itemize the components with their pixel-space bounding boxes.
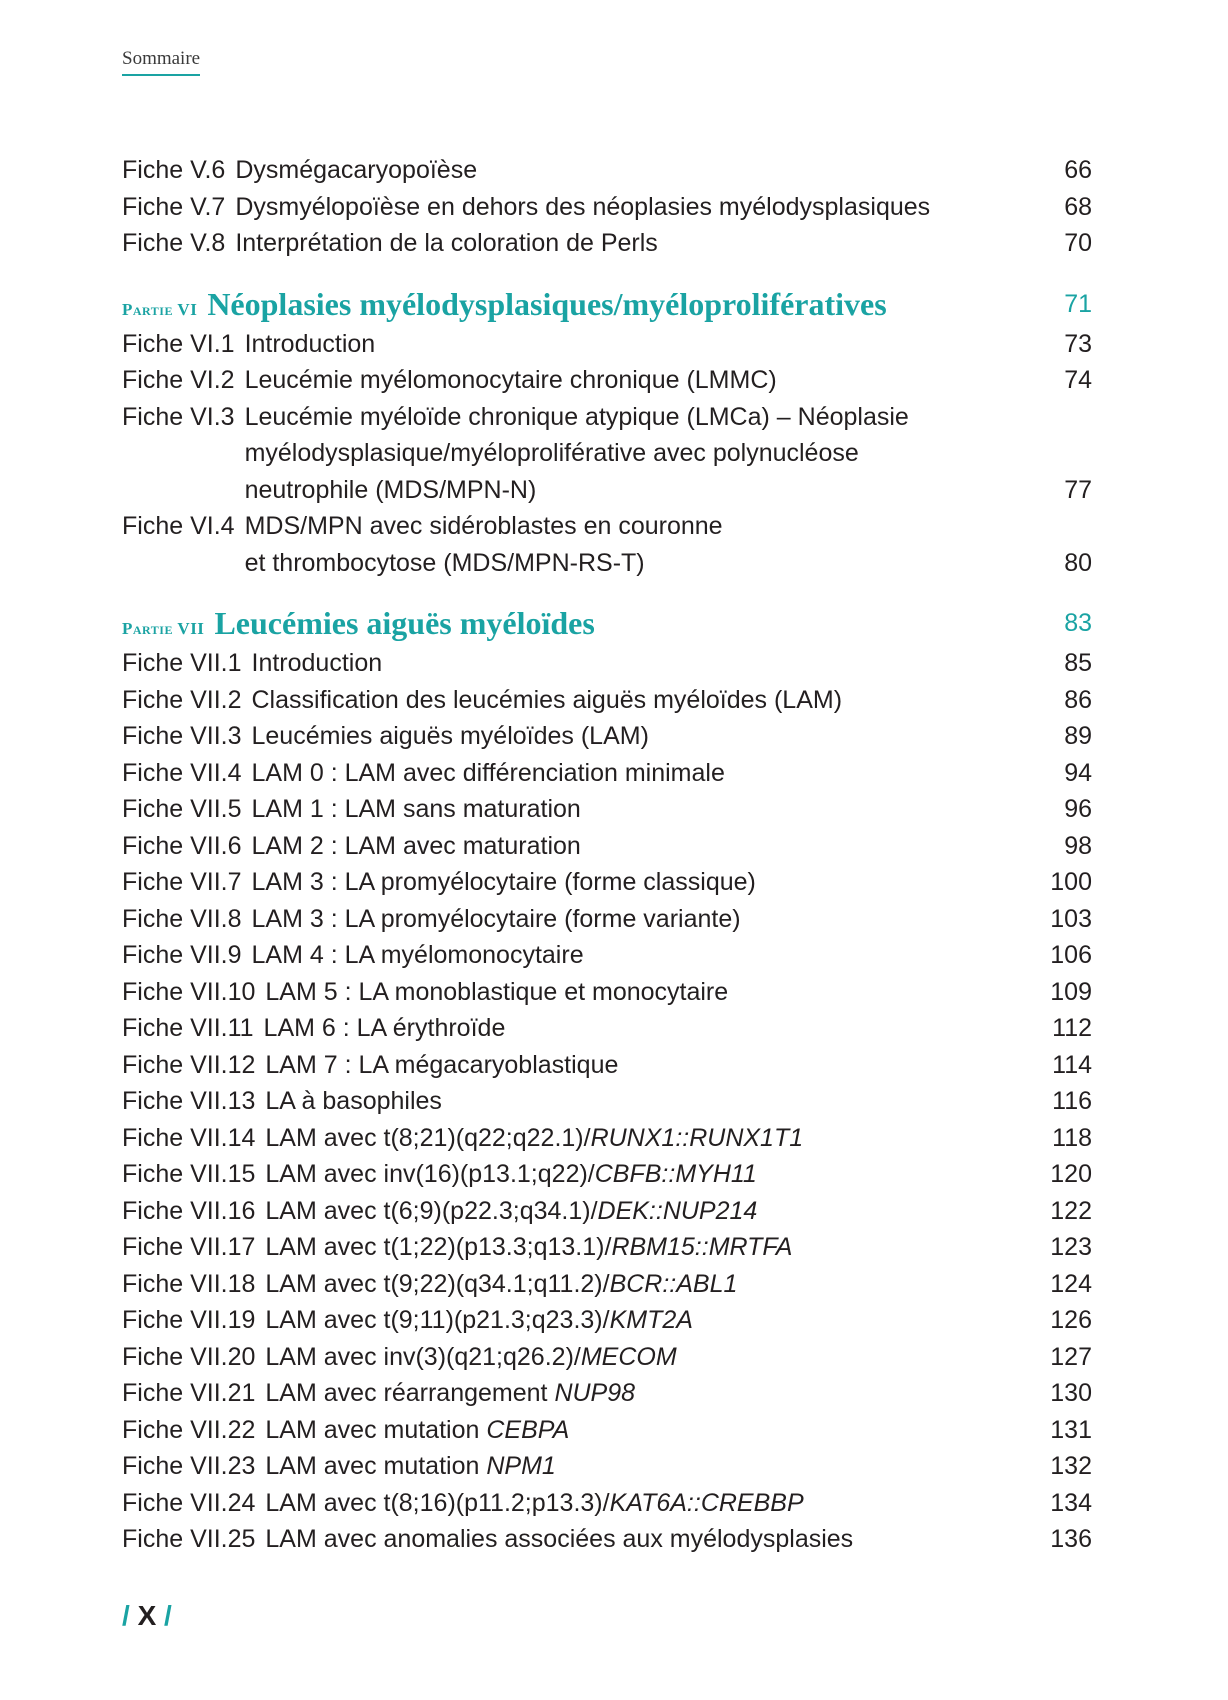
part-title: Néoplasies myélodysplasiques/myéloprolifératives xyxy=(207,285,887,322)
entry-title-text: LAM avec inv(16)(p13.1;q22)/ xyxy=(265,1160,595,1188)
entry-gene: NPM1 xyxy=(486,1452,556,1480)
entry-page: 85 xyxy=(1064,649,1092,677)
toc-entry[interactable] xyxy=(122,791,1092,828)
entry-label: Fiche VII.18 xyxy=(122,1269,256,1298)
entry-title: Dysmyélopoïèse en dehors des néoplasies myélodysplasiques xyxy=(235,192,931,221)
entry-label: Fiche VI.3 xyxy=(122,402,235,431)
entry-label: Fiche V.8 xyxy=(122,229,226,257)
entry-title xyxy=(265,1412,1092,1449)
entry-title-text: LAM avec t(8;21)(q22;q22.1)/ xyxy=(265,1123,591,1152)
part-title: Leucémies aiguës myéloïdes xyxy=(214,605,595,641)
entry-gene: RUNX1::RUNX1T1 xyxy=(590,1123,804,1152)
toc-entry[interactable] xyxy=(122,1120,1092,1157)
entry-label: Fiche VII.3 xyxy=(122,722,242,750)
entry-title xyxy=(252,755,1093,792)
entry-gene: NUP98 xyxy=(554,1379,636,1407)
entry-page: 100 xyxy=(1050,868,1092,896)
entry-gene: DEK::NUP214 xyxy=(597,1196,758,1225)
entry-title-line: Leucémie myéloïde chronique atypique (LMCa) – Néoplasie xyxy=(244,402,909,431)
entry-label: Fiche VII.14 xyxy=(122,1123,256,1152)
entry-label: Fiche VII.17 xyxy=(122,1233,256,1261)
entry-page: 70 xyxy=(1064,229,1092,257)
footer-slash: / xyxy=(122,1600,130,1631)
toc-entry[interactable] xyxy=(122,508,1092,581)
part-label: Partie VI xyxy=(122,299,198,319)
toc-entry[interactable] xyxy=(122,326,1092,363)
part-heading-vii[interactable] xyxy=(122,601,1092,645)
entry-title-text: LAM avec réarrangement xyxy=(265,1379,555,1407)
entry-page: 98 xyxy=(1064,831,1092,860)
toc-entry[interactable] xyxy=(122,1448,1092,1485)
toc-entry[interactable] xyxy=(122,901,1092,938)
entry-label: Fiche VII.16 xyxy=(122,1196,256,1225)
entry-title xyxy=(265,1193,1092,1230)
entry-title-text: LAM 2 : LAM avec maturation xyxy=(251,831,581,860)
entry-title xyxy=(252,682,1093,719)
entry-label: Fiche VII.5 xyxy=(122,795,242,823)
entry-title xyxy=(252,937,1093,974)
entry-label: Fiche VII.4 xyxy=(122,758,242,787)
entry-page: 131 xyxy=(1050,1415,1092,1444)
toc-entry[interactable] xyxy=(122,718,1092,755)
toc-entry[interactable] xyxy=(122,362,1092,399)
entry-label: Fiche VII.15 xyxy=(122,1160,256,1188)
entry-label: Fiche VII.21 xyxy=(122,1379,256,1407)
entry-gene: KMT2A xyxy=(609,1306,693,1334)
entry-title-text: LAM avec t(8;16)(p11.2;p13.3)/ xyxy=(265,1488,610,1517)
entry-title: Introduction xyxy=(244,329,376,358)
entry-title xyxy=(252,718,1093,755)
toc-entry[interactable] xyxy=(122,937,1092,974)
entry-label: Fiche VII.10 xyxy=(122,977,256,1006)
toc-entry[interactable] xyxy=(122,189,1092,226)
entry-label: Fiche VII.6 xyxy=(122,831,242,860)
footer-page-number: X xyxy=(137,1600,157,1631)
entry-label: Fiche VII.8 xyxy=(122,904,242,933)
entry-title-text: LAM 3 : LA promyélocytaire (forme variante) xyxy=(251,904,741,933)
toc-entry[interactable] xyxy=(122,1266,1092,1303)
entry-title-text: LAM avec mutation xyxy=(265,1452,487,1480)
entry-page: 106 xyxy=(1050,941,1092,969)
toc-entry[interactable] xyxy=(122,1156,1092,1193)
entry-title-text: LAM 7 : LA mégacaryoblastique xyxy=(265,1050,619,1079)
toc-entry[interactable] xyxy=(122,974,1092,1011)
entry-label: Fiche VII.23 xyxy=(122,1452,256,1480)
entry-title: Dysmégacaryopoïèse xyxy=(235,156,478,184)
entry-title-text: LAM avec t(1;22)(p13.3;q13.1)/ xyxy=(265,1233,612,1261)
entry-title-text: LAM avec t(6;9)(p22.3;q34.1)/ xyxy=(265,1196,598,1225)
footer-slash: / xyxy=(164,1600,172,1631)
entry-label: Fiche VI.1 xyxy=(122,329,235,358)
toc-entry[interactable] xyxy=(122,645,1092,682)
entry-label: Fiche VII.20 xyxy=(122,1342,256,1371)
entry-page: 74 xyxy=(1064,366,1092,394)
part-page: 83 xyxy=(1064,609,1092,637)
toc-entry[interactable] xyxy=(122,152,1092,189)
entry-title xyxy=(265,1302,1092,1339)
entry-label: Fiche VII.13 xyxy=(122,1087,256,1115)
entry-label: Fiche VI.4 xyxy=(122,512,235,540)
entry-page: 94 xyxy=(1064,758,1092,787)
part-heading-vi[interactable] xyxy=(122,282,1092,326)
entry-title-text: LAM avec inv(3)(q21;q26.2)/ xyxy=(265,1342,581,1371)
entry-page: 103 xyxy=(1050,904,1092,933)
entry-title xyxy=(264,1010,1092,1047)
entry-title: Interprétation de la coloration de Perls xyxy=(235,229,658,257)
entry-label: Fiche VII.9 xyxy=(122,941,242,969)
entry-title xyxy=(265,1156,1092,1193)
entry-title xyxy=(265,1375,1092,1412)
entry-page: 66 xyxy=(1064,156,1092,184)
entry-title-text: LAM 5 : LA monoblastique et monocytaire xyxy=(265,977,729,1006)
entry-label: Fiche VII.2 xyxy=(122,685,242,714)
entry-label: Fiche VII.24 xyxy=(122,1488,256,1517)
entry-gene: MECOM xyxy=(580,1342,677,1371)
toc-entry[interactable] xyxy=(122,399,1092,509)
entry-page: 114 xyxy=(1052,1050,1092,1079)
entry-title xyxy=(265,1083,1092,1120)
toc-entry[interactable] xyxy=(122,1010,1092,1047)
entry-title xyxy=(252,645,1093,682)
entry-page: 96 xyxy=(1064,795,1092,823)
part7-entry-list xyxy=(122,645,1092,1558)
entry-title-text: LAM 3 : LA promyélocytaire (forme classique) xyxy=(251,868,756,896)
part-page: 71 xyxy=(1064,289,1092,318)
entry-title-text: LAM avec t(9;11)(p21.3;q23.3)/ xyxy=(265,1306,610,1334)
entry-title xyxy=(265,1339,1092,1376)
entry-page: 134 xyxy=(1050,1488,1092,1517)
entry-page: 132 xyxy=(1050,1452,1092,1480)
entry-title: Leucémie myélomonocytaire chronique (LMMC) xyxy=(244,366,777,394)
entry-page: 89 xyxy=(1064,722,1092,750)
toc-entry[interactable] xyxy=(122,1339,1092,1376)
entry-title xyxy=(252,864,1093,901)
entry-title-line: MDS/MPN avec sidéroblastes en couronne xyxy=(244,512,723,540)
toc-entry[interactable] xyxy=(122,682,1092,719)
entry-page: 86 xyxy=(1064,685,1092,714)
entry-title xyxy=(265,1120,1092,1157)
toc-entry[interactable] xyxy=(122,1083,1092,1120)
entry-title xyxy=(245,508,1092,581)
toc-entry[interactable] xyxy=(122,755,1092,792)
toc-entry[interactable] xyxy=(122,1302,1092,1339)
entry-label: Fiche VII.12 xyxy=(122,1050,256,1079)
entry-page: 136 xyxy=(1050,1525,1092,1553)
entry-page: 77 xyxy=(1064,475,1092,504)
entry-gene: CEBPA xyxy=(486,1415,570,1444)
entry-gene: BCR::ABL1 xyxy=(609,1269,738,1298)
entry-title xyxy=(265,1448,1092,1485)
entry-label: Fiche VII.11 xyxy=(122,1014,254,1042)
entry-title-text: LAM 0 : LAM avec différenciation minimale xyxy=(251,758,725,787)
toc-entry[interactable] xyxy=(122,1485,1092,1522)
entry-label: Fiche V.7 xyxy=(122,192,226,221)
entry-title xyxy=(245,399,1092,509)
entry-title-line: neutrophile (MDS/MPN-N) xyxy=(244,475,537,504)
entry-label: Fiche VII.19 xyxy=(122,1306,256,1334)
entry-title-text: LAM avec anomalies associées aux myélodysplasies xyxy=(265,1525,854,1553)
toc-entry[interactable] xyxy=(122,225,1092,262)
entry-label: Fiche V.6 xyxy=(122,156,226,184)
toc-entry[interactable] xyxy=(122,1193,1092,1230)
entry-page: 127 xyxy=(1050,1342,1092,1371)
entry-gene: KAT6A::CREBBP xyxy=(609,1488,804,1517)
entry-gene: CBFB::MYH11 xyxy=(594,1160,757,1188)
entry-title xyxy=(265,1521,1092,1558)
entry-title xyxy=(252,828,1093,865)
entry-title-text: LAM 6 : LA érythroïde xyxy=(263,1014,506,1042)
entry-title-text: LAM 1 : LAM sans maturation xyxy=(251,795,581,823)
toc-entry[interactable] xyxy=(122,864,1092,901)
entry-title xyxy=(252,901,1093,938)
toc-entry[interactable] xyxy=(122,1375,1092,1412)
entry-title-text: LAM 4 : LA myélomonocytaire xyxy=(251,941,584,969)
entry-title-text: Introduction xyxy=(251,649,383,677)
entry-label: Fiche VII.7 xyxy=(122,868,242,896)
toc-entry[interactable] xyxy=(122,828,1092,865)
entry-label: Fiche VII.1 xyxy=(122,649,242,677)
entry-page: 118 xyxy=(1052,1123,1092,1152)
entry-page: 73 xyxy=(1064,329,1092,358)
entry-page: 116 xyxy=(1052,1087,1092,1115)
entry-page: 124 xyxy=(1050,1269,1092,1298)
entry-page: 122 xyxy=(1050,1196,1092,1225)
entry-page: 68 xyxy=(1064,192,1092,221)
entry-title-line: et thrombocytose (MDS/MPN-RS-T) xyxy=(244,548,645,577)
page-footer xyxy=(122,1600,172,1632)
entry-page: 126 xyxy=(1050,1306,1092,1334)
entry-title xyxy=(265,1485,1092,1522)
table-of-contents xyxy=(122,152,1092,1558)
entry-title-text: LAM avec t(9;22)(q34.1;q11.2)/ xyxy=(265,1269,610,1298)
toc-entry[interactable] xyxy=(122,1521,1092,1558)
entry-title-text: Leucémies aiguës myéloïdes (LAM) xyxy=(251,722,649,750)
entry-title-text: LAM avec mutation xyxy=(265,1415,487,1444)
entry-page: 112 xyxy=(1052,1014,1092,1042)
entry-page: 80 xyxy=(1064,548,1092,577)
entry-title-text: LA à basophiles xyxy=(265,1087,442,1115)
entry-gene: RBM15::MRTFA xyxy=(611,1233,793,1261)
toc-entry[interactable] xyxy=(122,1047,1092,1084)
entry-title-line: myélodysplasique/myéloproliférative avec polynucléose xyxy=(244,439,859,467)
entry-label: Fiche VII.22 xyxy=(122,1415,256,1444)
entry-title xyxy=(265,974,1092,1011)
entry-title xyxy=(265,1047,1092,1084)
running-header: Sommaire xyxy=(122,48,200,76)
entry-page: 130 xyxy=(1050,1379,1092,1407)
entry-title xyxy=(252,791,1093,828)
entry-label: Fiche VII.25 xyxy=(122,1525,256,1553)
toc-entry[interactable] xyxy=(122,1229,1092,1266)
entry-label: Fiche VI.2 xyxy=(122,366,235,394)
entry-page: 109 xyxy=(1050,977,1092,1006)
part-label: Partie VII xyxy=(122,619,205,638)
entry-title-text: Classification des leucémies aiguës myéloïdes (LAM) xyxy=(251,685,843,714)
entry-title xyxy=(265,1229,1092,1266)
entry-page: 123 xyxy=(1050,1233,1092,1261)
toc-entry[interactable] xyxy=(122,1412,1092,1449)
entry-title xyxy=(265,1266,1092,1303)
entry-page: 120 xyxy=(1050,1160,1092,1188)
